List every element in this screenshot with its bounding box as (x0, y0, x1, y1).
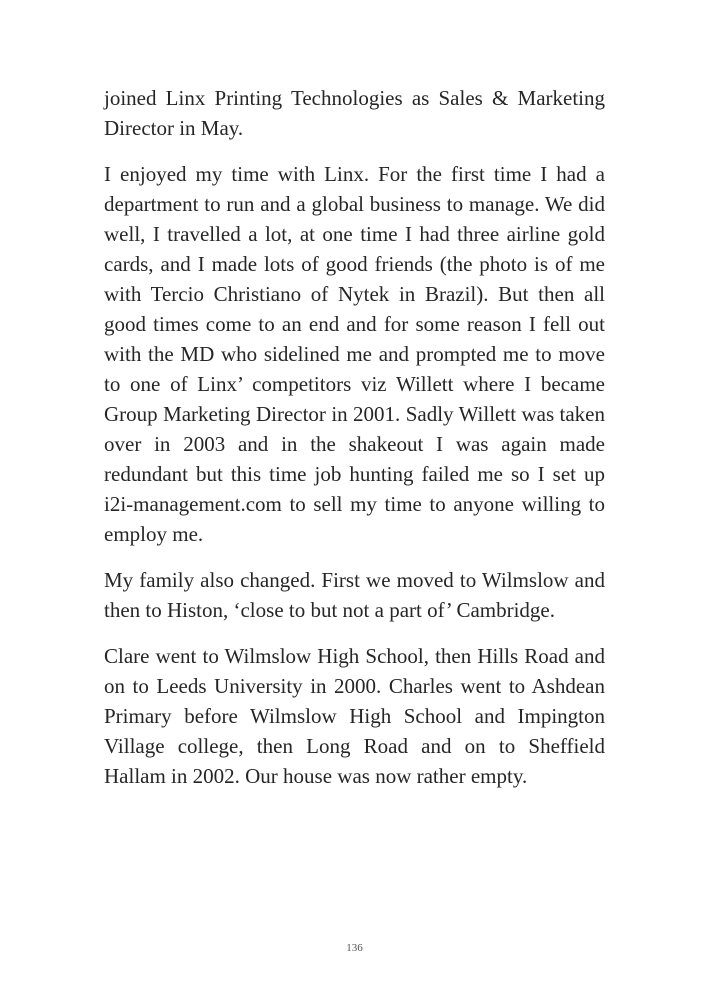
paragraph-children-education: Clare went to Wilmslow High School, then Hills Road and on to Leeds University in 2000. Charles went to Ashdean Primary before Wilmslow High School and Impington Village college, then Long Road and on to Sheffield Hallam in 2002. Our house was now rather empty. (104, 644, 605, 788)
paragraph-family-moved: My family also changed. First we moved to Wilmslow and then to Histon, ‘close to but not a part of’ Cambridge. (104, 568, 605, 622)
page-number: 136 (346, 942, 363, 954)
paragraph-linx-joined: joined Linx Printing Technologies as Sales & Marketing Director in May. (104, 86, 605, 140)
page-body (104, 83, 605, 807)
paragraph-time-with-linx: I enjoyed my time with Linx. For the first time I had a department to run and a global business to manage. We did well, I travelled a lot, at one time I had three airline gold cards, and I made lots of good friends (the photo is of me with Tercio Christiano of Nytek in Brazil). But then all good times come to an end and for some reason I fell out with the MD who sidelined me and prompted me to move to one of Linx’ competitors viz Willett where I became Group Marketing Director in 2001. Sadly Willett was taken over in 2003 and in the shakeout I was again made redundant but this time job hunting failed me so I set up i2i-management.com to sell my time to anyone willing to employ me. (104, 162, 605, 546)
